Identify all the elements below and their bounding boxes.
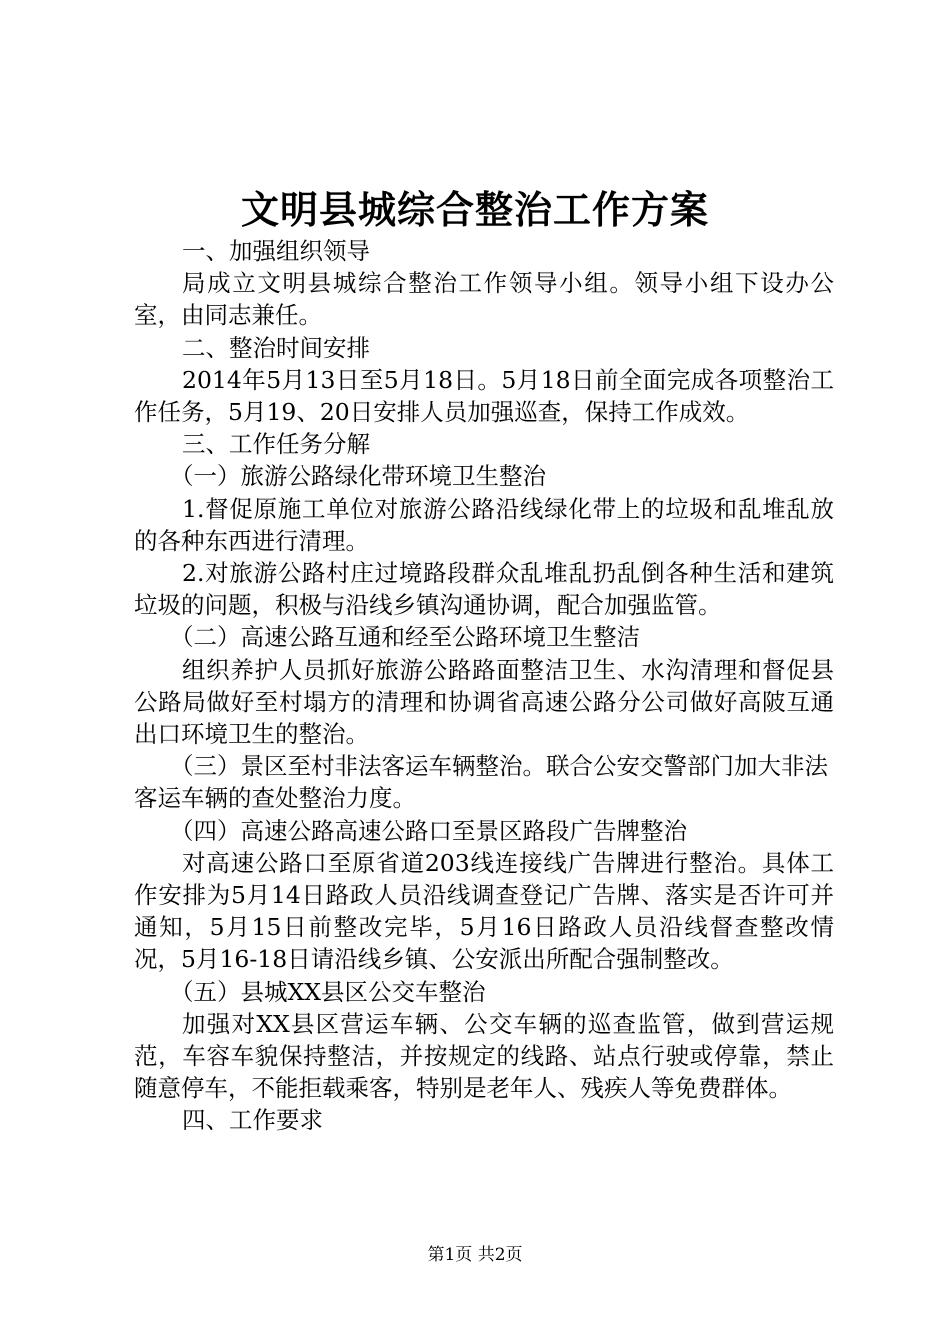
section-heading: 二、整治时间安排 — [182, 333, 370, 362]
section-heading: （一）旅游公路绿化带环境卫生整治 — [170, 462, 546, 491]
document-title: 文明县城综合整治工作方案 — [240, 187, 709, 232]
section-heading: （三）景区至村非法客运车辆整治。联合公安交警部门加大非法客运车辆的查处整治力度。 — [134, 752, 828, 813]
page-footer: 第1页 共2页 — [427, 1245, 523, 1265]
section-heading: （四）高速公路高速公路口至景区路段广告牌整治 — [170, 816, 687, 845]
section-heading: 一、加强组织领导 — [182, 237, 370, 265]
section-heading: 三、工作任务分解 — [182, 430, 370, 459]
paragraph: 2014年5月13日至5月18日。5月18日前全面完成各项整治工作任务，5月19、20日安排人员加强巡查，保持工作成效。 — [134, 365, 834, 427]
section-heading: （二）高速公路互通和经至公路环境卫生整洁 — [170, 623, 640, 652]
paragraph: 1.督促原施工单位对旅游公路沿线绿化带上的垃圾和乱堆乱放的各种东西进行清理。 — [134, 494, 834, 555]
paragraph: 加强对XX县区营运车辆、公交车辆的巡查监管，做到营运规范，车容车貌保持整洁，并按规定的线路、站点行驶或停靠，禁止随意停车，不能拒载乘客，特别是老年人、残疾人等免费群体。 — [134, 1009, 834, 1103]
paragraph: 2.对旅游公路村庄过境路段群众乱堆乱扔乱倒各种生活和建筑垃圾的问题，积极与沿线乡镇沟通协调，配合加强监管。 — [134, 559, 834, 620]
section-heading: 四、工作要求 — [182, 1106, 323, 1135]
paragraph: 局成立文明县城综合整治工作领导小组。领导小组下设办公室，由同志兼任。 — [134, 269, 834, 330]
section-heading: （五）县城XX县区公交车整治 — [170, 977, 486, 1006]
paragraph: 组织养护人员抓好旅游公路路面整洁卫生、水沟清理和督促县公路局做好至村塌方的清理和协调省高速公路分公司做好高陂互通出口环境卫生的整治。 — [134, 655, 834, 749]
document-body — [134, 235, 834, 1137]
paragraph: 对高速公路口至原省道203线连接线广告牌进行整治。具体工作安排为5月14日路政人员沿线调查登记广告牌、落实是否许可并通知，5月15日前整改完毕，5月16日路政人员沿线督查整改情况，5月16-18日请沿线乡镇、公安派出所配合强制整改。 — [134, 848, 834, 974]
